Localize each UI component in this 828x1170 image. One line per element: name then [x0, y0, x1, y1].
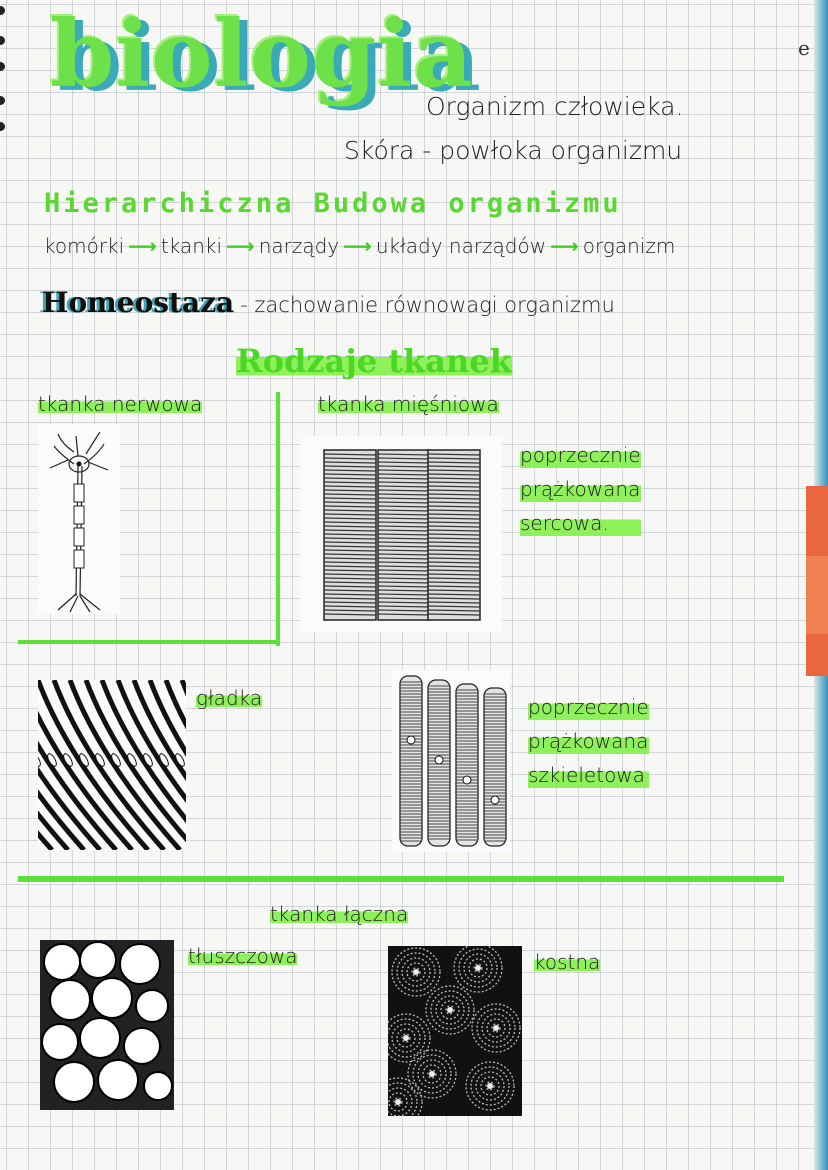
skeletal-line: poprzecznie: [528, 690, 649, 724]
bone-tissue-image: [388, 946, 522, 1116]
skeletal-line: prążkowana: [528, 724, 649, 758]
section-divider: [276, 392, 280, 646]
arrow-icon: ⟶: [226, 234, 255, 258]
hierarchy-step: tkanki: [160, 234, 223, 258]
homeostasis-text: - zachowanie równowagi organizmu: [240, 293, 615, 317]
skeletal-muscle-label: [528, 690, 649, 792]
hierarchy-step: układy narządów: [375, 234, 547, 258]
skeletal-line: szkieletowa: [528, 758, 649, 792]
section-divider: [18, 640, 280, 644]
smooth-muscle-label: gładka: [196, 686, 263, 710]
cardiac-line: poprzecznie: [520, 438, 641, 472]
hierarchy-chain: [44, 234, 675, 258]
hierarchy-step: komórki: [44, 234, 125, 258]
bone-tissue-label: kostna: [534, 950, 601, 974]
smooth-muscle-image: [38, 680, 186, 850]
nervous-tissue-label: tkanka nerwowa: [38, 392, 203, 416]
hierarchy-heading: Hierarchiczna Budowa organizmu: [44, 188, 622, 219]
hierarchy-step: organizm: [582, 234, 676, 258]
page-title: biologia: [50, 0, 474, 108]
orange-tab-inner: [806, 556, 828, 634]
neuron-image: [38, 424, 120, 614]
adipose-tissue-label: tłuszczowa: [188, 944, 298, 968]
cardiac-line: prążkowana: [520, 472, 641, 506]
arrow-icon: ⟶: [343, 234, 372, 258]
skeletal-muscle-image: [392, 670, 510, 852]
arrow-icon: ⟶: [128, 234, 157, 258]
tissue-types-title: Rodzaje tkanek: [236, 342, 512, 380]
homeostasis-definition: [42, 286, 615, 319]
subtitle-organism: Organizm człowieka.: [426, 92, 684, 121]
cardiac-muscle-image: [300, 436, 502, 632]
connective-tissue-label: tkanka łączna: [270, 902, 409, 926]
section-divider: [18, 876, 784, 882]
subtitle-skin: Skóra - powłoka organizmu: [344, 136, 683, 165]
muscle-tissue-label: tkanka mięśniowa: [318, 392, 499, 416]
homeostasis-term: Homeostaza: [42, 286, 235, 319]
hierarchy-step: narządy: [258, 234, 340, 258]
arrow-icon: ⟶: [550, 234, 579, 258]
cardiac-muscle-label: [520, 438, 641, 540]
cardiac-line: sercowa.: [520, 506, 641, 540]
corner-mark: e: [798, 36, 810, 60]
adipose-tissue-image: [40, 940, 174, 1110]
